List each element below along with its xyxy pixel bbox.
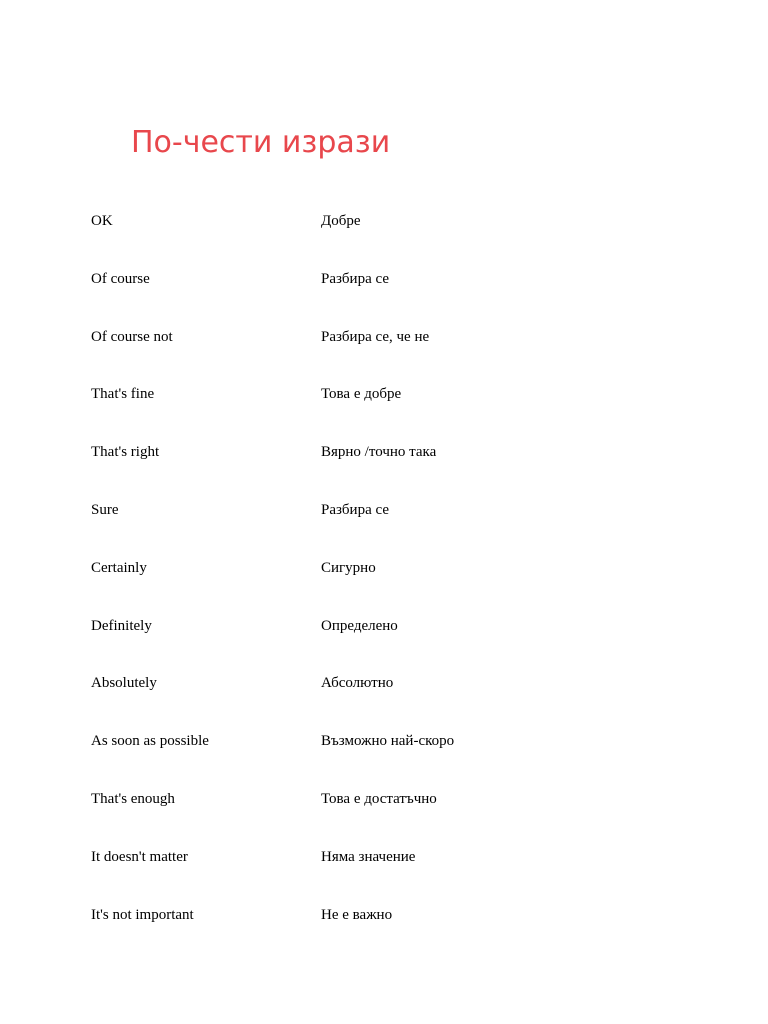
phrase-row	[91, 261, 591, 319]
phrase-english: That's right	[91, 444, 160, 461]
phrase-row	[91, 608, 591, 666]
phrase-bulgarian: Разбира се	[321, 270, 389, 287]
phrase-bulgarian: Възможно най-скоро	[321, 733, 455, 750]
phrase-english: OK	[91, 213, 113, 229]
phrase-row	[91, 492, 591, 550]
phrase-bulgarian: Това е достатъчно	[321, 790, 437, 807]
phrase-english: Absolutely	[91, 675, 157, 692]
phrase-row	[91, 781, 591, 839]
phrase-bulgarian: Добре	[321, 213, 361, 229]
phrase-english: It's not important	[91, 906, 194, 923]
phrase-english: Definitely	[91, 617, 152, 634]
phrase-row	[91, 897, 591, 955]
phrase-row	[91, 665, 591, 723]
phrase-row	[91, 839, 591, 897]
page-title: По-чести изрази	[131, 125, 391, 160]
phrase-bulgarian: Разбира се, че не	[321, 328, 430, 345]
phrase-bulgarian: Абсолютно	[321, 675, 394, 692]
phrase-bulgarian: Определено	[321, 617, 398, 634]
phrase-bulgarian: Сигурно	[321, 559, 376, 576]
phrase-row	[91, 723, 591, 781]
phrase-english: That's fine	[91, 386, 155, 403]
phrase-english: It doesn't matter	[91, 848, 188, 865]
phrase-english: That's enough	[91, 790, 175, 807]
phrase-row	[91, 550, 591, 608]
phrase-english: Of course	[91, 270, 150, 287]
phrase-english: Sure	[91, 501, 119, 518]
phrase-bulgarian: Вярно /точно така	[321, 444, 437, 461]
phrase-bulgarian: Няма значение	[321, 848, 416, 865]
phrase-row	[91, 319, 591, 377]
phrase-row	[91, 376, 591, 434]
phrase-table	[91, 203, 591, 954]
phrase-bulgarian: Не е важно	[321, 906, 393, 923]
phrase-row	[91, 203, 591, 261]
phrase-english: Of course not	[91, 328, 173, 345]
phrase-row	[91, 434, 591, 492]
phrase-bulgarian: Разбира се	[321, 501, 389, 518]
phrase-english: As soon as possible	[91, 733, 209, 750]
phrase-bulgarian: Това е добре	[321, 386, 402, 403]
phrase-english: Certainly	[91, 559, 147, 576]
